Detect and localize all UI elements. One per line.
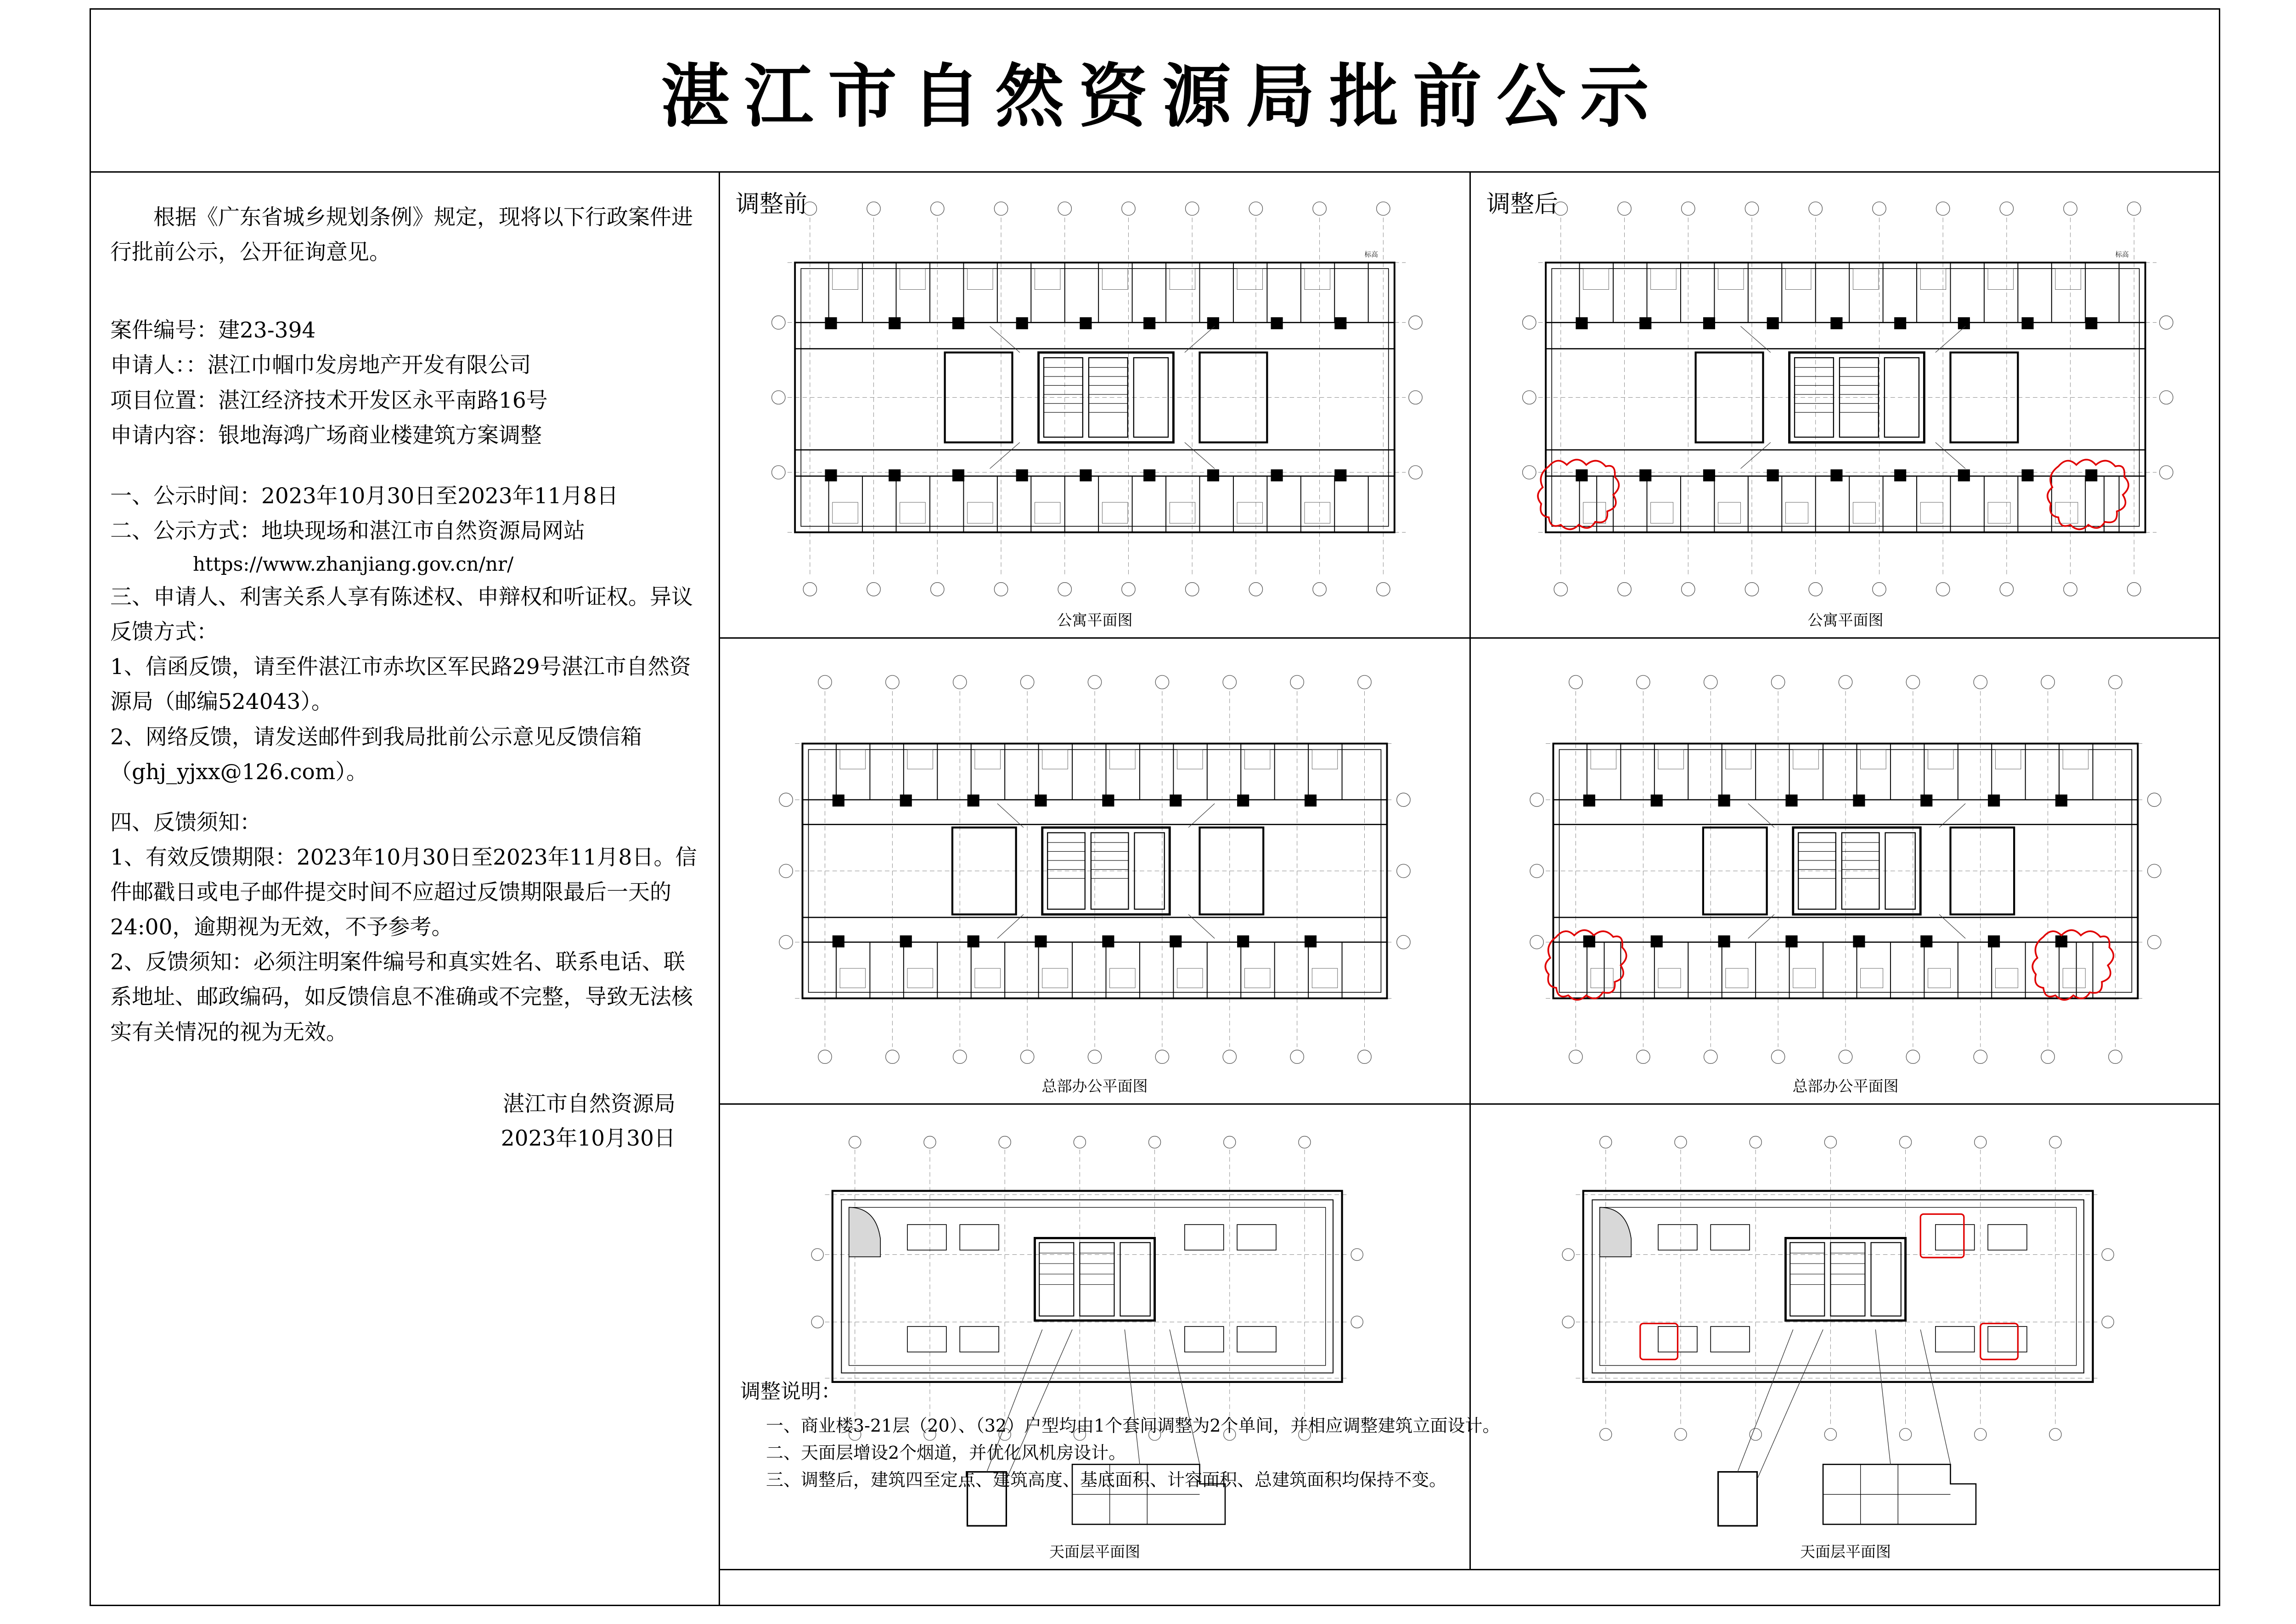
notes-item-1: 一、商业楼3-21层（20）、（32）户型均由1个套间调整为2个单间，并相应调整建筑立面设计。 [766, 1416, 1500, 1436]
notes-title: 调整说明： [740, 1380, 841, 1403]
feedback-mail: 1、信函反馈，请至件湛江市赤坎区军民路29号湛江市自然资源局（邮编524043）。 [110, 654, 691, 715]
signature-date: 2023年10月30日 [501, 1125, 675, 1151]
notes-item-3: 三、调整后，建筑四至定点、建筑高度、基底面积、计容面积、总建筑面积均保持不变。 [766, 1469, 1447, 1490]
floorplan-apartment-before [720, 173, 1469, 637]
intro-paragraph: 根据《广东省城乡规划条例》规定，现将以下行政案件进行批前公示，公开征询意见。 [110, 205, 693, 265]
plan-cell-apartment-before [720, 173, 1471, 637]
svg-text:标高: 标高 [1364, 250, 1378, 258]
item-publicity-method: 二、公示方式：地块现场和湛江市自然资源局网站 [110, 518, 585, 544]
caption-roof-after: 天面层平面图 [1800, 1543, 1891, 1561]
case-number: 案件编号：建23-394 [110, 318, 316, 343]
feedback-requirements: 2、反馈须知：必须注明案件编号和真实姓名、联系电话、联系地址、邮政编码，如反馈信息不准确或不完整，导致无法核实有关情况的视为无效。 [110, 950, 693, 1045]
feedback-email: 2、网络反馈，请发送邮件到我局批前公示意见反馈信箱（ghj_yjxx@126.com）。 [110, 724, 642, 785]
applicant: 申请人：：湛江巾帼巾发房地产开发有限公司 [110, 353, 531, 378]
drawings-column [720, 173, 2220, 1606]
floorplan-apartment-after [1471, 173, 2220, 637]
notice-text-column [91, 173, 720, 1606]
caption-office-before: 总部办公平面图 [1041, 1077, 1148, 1095]
item-feedback-notice: 四、反馈须知： [110, 809, 261, 835]
title-bar [91, 10, 2219, 173]
caption-apartment-before: 公寓平面图 [1057, 611, 1133, 629]
plan-row-office [720, 639, 2220, 1105]
page-title: 湛江市自然资源局批前公示 [660, 56, 1664, 137]
signature-block [110, 1087, 698, 1156]
plan-cell-apartment-after [1471, 173, 2220, 637]
project-location: 项目位置：湛江经济技术开发区永平南路16号 [110, 388, 548, 413]
plan-cell-office-before [720, 639, 1471, 1103]
document-frame [90, 8, 2220, 1606]
application-content: 申请内容：银地海鸿广场商业楼建筑方案调整 [110, 422, 542, 448]
caption-apartment-after: 公寓平面图 [1807, 611, 1884, 629]
caption-roof-before: 天面层平面图 [1049, 1543, 1140, 1561]
stage-label-before: 调整前 [736, 191, 808, 218]
publicity-website-url: https://www.zhanjiang.gov.cn/nr/ [193, 553, 514, 575]
plan-cell-office-after [1471, 639, 2220, 1103]
signature-org: 湛江市自然资源局 [503, 1091, 675, 1117]
item-rights: 三、申请人、利害关系人享有陈述权、申辩权和听证权。异议反馈方式： [110, 584, 693, 645]
stage-label-after: 调整后 [1486, 191, 1559, 218]
item-publicity-period: 一、公示时间：2023年10月30日至2023年11月8日 [110, 483, 619, 509]
plan-row-apartment [720, 173, 2220, 639]
feedback-deadline: 1、有效反馈期限：2023年10月30日至2023年11月8日。信件邮戳日或电子邮件提交时间不应超过反馈期限最后一天的24:00，逾期视为无效，不予参考。 [110, 844, 697, 940]
floorplan-office-before [720, 639, 1469, 1103]
svg-text:标高: 标高 [2115, 250, 2129, 258]
caption-office-after: 总部办公平面图 [1792, 1077, 1899, 1095]
adjustment-notes [720, 1357, 2220, 1606]
notes-item-2: 二、天面层增设2个烟道，并优化风机房设计。 [766, 1442, 1126, 1463]
floorplan-office-after [1471, 639, 2220, 1103]
